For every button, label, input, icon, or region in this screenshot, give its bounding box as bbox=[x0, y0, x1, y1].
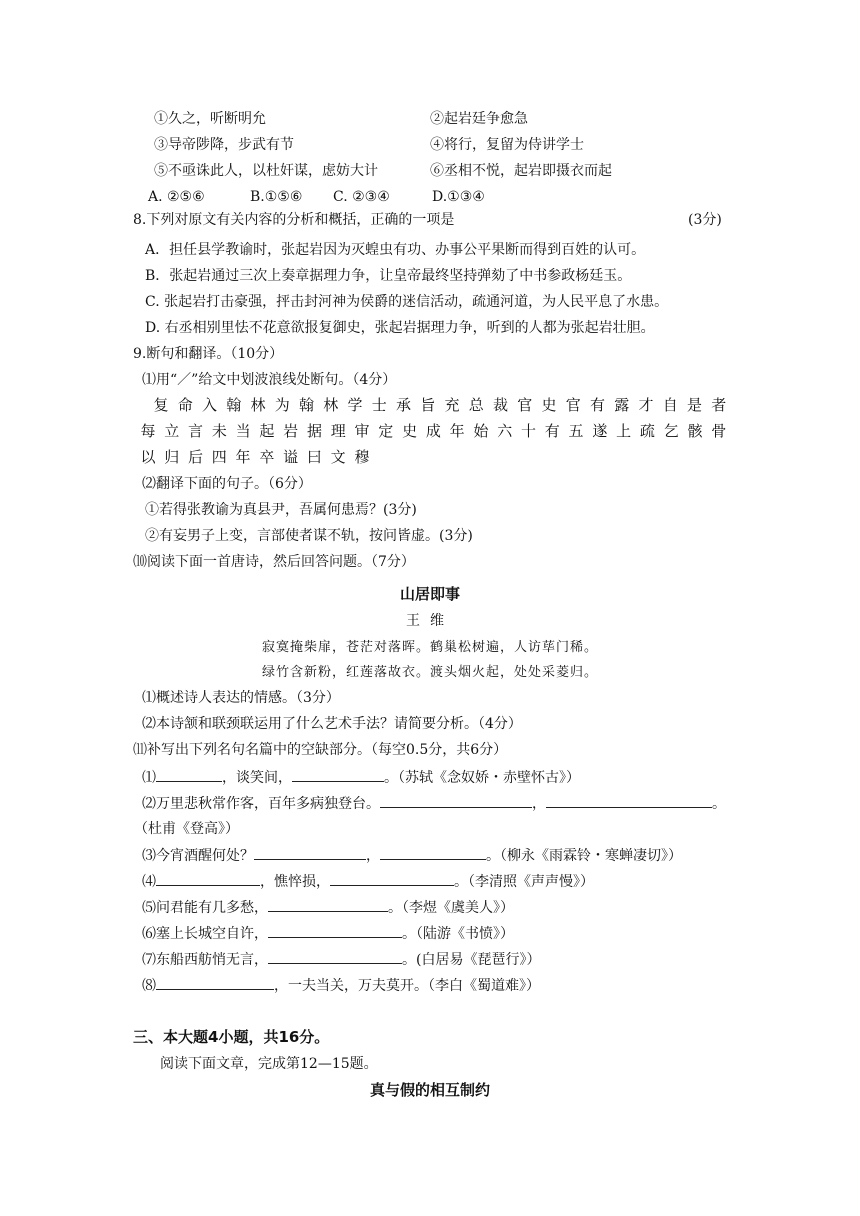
punctuation-char: 理 bbox=[330, 422, 346, 440]
item-suffix: 。 bbox=[712, 796, 726, 812]
item-prefix: ⑴ bbox=[142, 770, 156, 786]
q7-option-1: ①久之，听断明允 bbox=[154, 111, 266, 127]
q8-score: (3分) bbox=[688, 212, 722, 228]
punctuation-char: 穆 bbox=[354, 448, 370, 466]
answer-blank[interactable] bbox=[156, 871, 260, 886]
answer-blank[interactable] bbox=[268, 897, 388, 912]
answer-blank[interactable] bbox=[380, 845, 486, 860]
punctuation-char: 史 bbox=[541, 396, 557, 414]
punctuation-char: 复 bbox=[153, 396, 169, 414]
answer-blank[interactable] bbox=[254, 845, 366, 860]
punctuation-char: 史 bbox=[402, 422, 418, 440]
answer-blank[interactable] bbox=[268, 949, 402, 964]
item-suffix: 。（陆游《书愤》） bbox=[402, 926, 514, 942]
punctuation-char: 立 bbox=[164, 422, 180, 440]
punctuation-char: 疏 bbox=[639, 422, 655, 440]
punctuation-char: 总 bbox=[468, 396, 484, 414]
item-suffix: 。（李清照《声声慢》） bbox=[454, 874, 594, 890]
punctuation-char: 翰 bbox=[298, 396, 314, 414]
q11-item-1 bbox=[142, 767, 580, 788]
q8-choice-d: D. 右丞相别里怯不花意欲报复御史，张起岩据理力争，听到的人都为张起岩壮胆。 bbox=[145, 320, 655, 336]
item-prefix: ⑷ bbox=[142, 874, 156, 890]
punctuation-row-1 bbox=[150, 394, 730, 416]
punctuation-char: 文 bbox=[330, 448, 346, 466]
q7-option-3: ③导帝陟降，步武有节 bbox=[154, 137, 294, 153]
punctuation-char: 五 bbox=[568, 422, 584, 440]
q11-item-6 bbox=[142, 923, 514, 944]
punctuation-char: 是 bbox=[686, 396, 702, 414]
punctuation-char: 入 bbox=[201, 396, 217, 414]
q7-option-2: ②起岩廷争愈急 bbox=[430, 111, 528, 127]
punctuation-char: 翰 bbox=[226, 396, 242, 414]
section-intro: 阅读下面文章，完成第12—15题。 bbox=[160, 1056, 378, 1072]
answer-blank[interactable] bbox=[156, 767, 222, 782]
punctuation-char: 年 bbox=[449, 422, 465, 440]
q11-stem: ⑾补写出下列名句名篇中的空缺部分。（每空0.5分，共6分） bbox=[133, 742, 508, 758]
answer-blank[interactable] bbox=[380, 793, 532, 808]
punctuation-char: 学 bbox=[347, 396, 363, 414]
q7-choice-b: B.①⑤⑥ bbox=[250, 189, 303, 205]
punctuation-char: 当 bbox=[235, 422, 251, 440]
q8-stem: 8.下列对原文有关内容的分析和概括，正确的一项是 bbox=[133, 212, 455, 228]
q11-item-8 bbox=[142, 975, 540, 996]
punctuation-char: 上 bbox=[616, 422, 632, 440]
q11-item-3 bbox=[142, 845, 682, 866]
q11-item-2 bbox=[142, 793, 726, 814]
q11-item-2-citation: （杜甫《登高》） bbox=[134, 821, 239, 837]
q10-question-2: ⑵本诗颔和联颈联运用了什么艺术手法？请简要分析。（4分） bbox=[142, 716, 522, 732]
punctuation-char: 旨 bbox=[420, 396, 436, 414]
q8-choice-a: A．担任县学教谕时，张起岩因为灭蝗虫有功、办事公平果断而得到百姓的认可。 bbox=[145, 242, 646, 258]
q8-choice-b: B．张起岩通过三次上奏章据理力争，让皇帝最终坚持弹劾了中书参政杨廷玉。 bbox=[145, 268, 632, 284]
q10-question-1: ⑴概述诗人表达的情感。（3分） bbox=[142, 690, 340, 706]
punctuation-char: 谥 bbox=[283, 448, 299, 466]
item-prefix: ⑻ bbox=[142, 978, 156, 994]
punctuation-char: 命 bbox=[177, 396, 193, 414]
punctuation-char: 为 bbox=[274, 396, 290, 414]
punctuation-char: 年 bbox=[235, 448, 251, 466]
item-suffix: 。（李煜《虞美人》） bbox=[388, 900, 514, 916]
q7-option-5: ⑤不亟诛此人，以杜奸谋，虑妨大计 bbox=[154, 163, 378, 179]
punctuation-char: 裁 bbox=[492, 396, 508, 414]
punctuation-char: 官 bbox=[565, 396, 581, 414]
punctuation-char: 言 bbox=[188, 422, 204, 440]
punctuation-char: 承 bbox=[395, 396, 411, 414]
punctuation-row-3 bbox=[137, 446, 373, 468]
item-prefix: ⑹塞上长城空自许， bbox=[142, 926, 268, 942]
q7-choice-c: C. ②③④ bbox=[333, 189, 390, 205]
punctuation-char: 十 bbox=[520, 422, 536, 440]
q9-sentence-2: ②有妄男子上变，言部使者谋不轨，按问皆虚。(3分) bbox=[145, 528, 473, 544]
q7-option-6: ⑥丞相不悦，起岩即摄衣而起 bbox=[430, 163, 612, 179]
q11-item-7 bbox=[142, 949, 540, 970]
q11-item-4 bbox=[142, 871, 594, 892]
q9-part1: ⑴用“／”给文中划波浪线处断句。（4分） bbox=[142, 372, 397, 388]
punctuation-char: 六 bbox=[497, 422, 513, 440]
item-suffix: 。（柳永《雨霖铃・寒蝉凄切》） bbox=[486, 848, 682, 864]
item-prefix: ⑺东船西舫悄无言， bbox=[142, 952, 268, 968]
punctuation-char: 始 bbox=[473, 422, 489, 440]
q9-stem: 9.断句和翻译。（10分） bbox=[133, 346, 284, 362]
punctuation-char: 卒 bbox=[259, 448, 275, 466]
q11-item-5 bbox=[142, 897, 514, 918]
punctuation-char: 骨 bbox=[711, 422, 727, 440]
punctuation-char: 有 bbox=[544, 422, 560, 440]
punctuation-char: 乞 bbox=[663, 422, 679, 440]
q9-part2: ⑵翻译下面的句子。（6分） bbox=[142, 476, 312, 492]
answer-blank[interactable] bbox=[268, 923, 402, 938]
punctuation-char: 有 bbox=[589, 396, 605, 414]
item-middle: ， bbox=[532, 796, 546, 812]
punctuation-char: 成 bbox=[425, 422, 441, 440]
punctuation-char: 定 bbox=[378, 422, 394, 440]
punctuation-char: 起 bbox=[259, 422, 275, 440]
item-middle: ， bbox=[366, 848, 380, 864]
punctuation-char: 士 bbox=[371, 396, 387, 414]
item-suffix: 。（苏轼《念奴娇・赤壁怀古》） bbox=[384, 770, 580, 786]
item-middle: ，谈笑间， bbox=[222, 770, 292, 786]
q7-option-4: ④将行，复留为侍讲学士 bbox=[430, 137, 584, 153]
punctuation-char: 官 bbox=[517, 396, 533, 414]
punctuation-char: 每 bbox=[140, 422, 156, 440]
punctuation-char: 充 bbox=[444, 396, 460, 414]
answer-blank[interactable] bbox=[330, 871, 454, 886]
punctuation-char: 露 bbox=[614, 396, 630, 414]
punctuation-char: 未 bbox=[211, 422, 227, 440]
answer-blank[interactable] bbox=[292, 767, 384, 782]
punctuation-char: 者 bbox=[711, 396, 727, 414]
item-suffix: 。(白居易《琵琶行》） bbox=[402, 952, 541, 968]
poem-author: 王维 bbox=[406, 613, 454, 629]
punctuation-char: 以 bbox=[140, 448, 156, 466]
q8-choice-c: C. 张起岩打击豪强，抨击封河神为侯爵的迷信活动，疏通河道，为人民平息了水患。 bbox=[145, 294, 669, 310]
q9-sentence-1: ①若得张教谕为真县尹，吾属何患焉？(3分) bbox=[145, 502, 417, 518]
punctuation-char: 归 bbox=[164, 448, 180, 466]
section-heading: 三、本大题4小题，共16分。 bbox=[133, 1028, 330, 1046]
punctuation-char: 四 bbox=[211, 448, 227, 466]
punctuation-char: 据 bbox=[306, 422, 322, 440]
punctuation-char: 后 bbox=[188, 448, 204, 466]
punctuation-char: 才 bbox=[638, 396, 654, 414]
article-title: 真与假的相互制约 bbox=[369, 1081, 490, 1099]
punctuation-char: 审 bbox=[354, 422, 370, 440]
punctuation-char: 曰 bbox=[306, 448, 322, 466]
punctuation-char: 林 bbox=[323, 396, 339, 414]
item-suffix: ，一夫当关，万夫莫开。（李白《蜀道难》） bbox=[274, 978, 540, 994]
answer-blank[interactable] bbox=[156, 975, 274, 990]
punctuation-char: 岩 bbox=[283, 422, 299, 440]
item-middle: ，憔悴损， bbox=[260, 874, 330, 890]
answer-blank[interactable] bbox=[546, 793, 712, 808]
q7-choice-a: A. ②⑤⑥ bbox=[148, 189, 205, 205]
punctuation-char: 遂 bbox=[592, 422, 608, 440]
item-prefix: ⑶今宵酒醒何处？ bbox=[142, 848, 254, 864]
punctuation-char: 骸 bbox=[687, 422, 703, 440]
poem-line-1: 寂寞掩柴扉，苍茫对落晖。鹤巢松树遍，人访荜门稀。 bbox=[261, 640, 598, 655]
punctuation-char: 林 bbox=[250, 396, 266, 414]
poem-title: 山居即事 bbox=[399, 585, 460, 603]
poem-line-2: 绿竹含新粉，红莲落故衣。渡头烟火起，处处采菱归。 bbox=[261, 665, 598, 680]
q10-stem: ⑽阅读下面一首唐诗，然后回答问题。（7分） bbox=[133, 554, 415, 570]
punctuation-char: 自 bbox=[662, 396, 678, 414]
punctuation-row-2 bbox=[137, 420, 730, 442]
q7-choice-d: D.①③④ bbox=[432, 189, 485, 205]
item-prefix: ⑸问君能有几多愁， bbox=[142, 900, 268, 916]
item-prefix: ⑵万里悲秋常作客，百年多病独登台。 bbox=[142, 796, 380, 812]
